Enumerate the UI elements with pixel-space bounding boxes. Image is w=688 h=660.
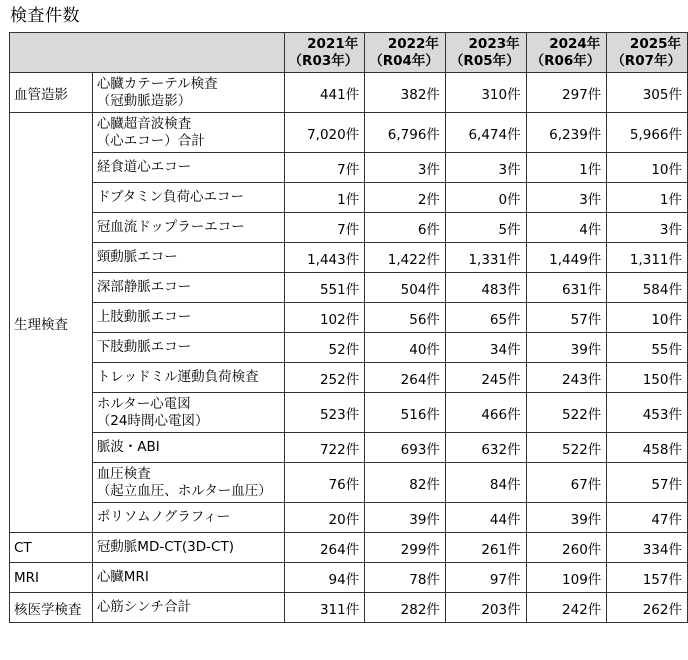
exam-name-cell: [92, 183, 284, 213]
count-cell: 10件: [607, 303, 688, 333]
count-cell: 243件: [526, 363, 607, 393]
table-row: [10, 393, 688, 433]
exam-name-cell: [92, 393, 284, 433]
table-row: [10, 303, 688, 333]
count-cell: 264件: [284, 533, 365, 563]
exam-name-line: 経食道心エコー: [96, 159, 192, 175]
count-cell: 7,020件: [284, 113, 365, 153]
count-cell: 3件: [365, 153, 446, 183]
count-cell: 504件: [365, 273, 446, 303]
exam-name-cell: [92, 563, 284, 593]
exam-name-line: 脈波・ABI: [96, 439, 160, 455]
exam-name-line: 血圧検査: [96, 465, 151, 482]
category-cell: MRI: [10, 563, 93, 593]
count-cell: 47件: [607, 503, 688, 533]
count-cell: 4件: [526, 213, 607, 243]
exam-name-cell: [92, 533, 284, 563]
count-cell: 150件: [607, 363, 688, 393]
exam-name-cell: [92, 273, 284, 303]
count-cell: 262件: [607, 593, 688, 623]
count-cell: 34件: [445, 333, 526, 363]
count-cell: 1件: [607, 183, 688, 213]
table-row: [10, 363, 688, 393]
count-cell: 261件: [445, 533, 526, 563]
exam-name-cell: [92, 303, 284, 333]
header-year-2022: 2022年 （R04年）: [365, 33, 446, 73]
table-row: [10, 183, 688, 213]
exam-name-line: 心臓カテーテル検査: [96, 75, 218, 92]
count-cell: 441件: [284, 73, 365, 113]
count-cell: 76件: [284, 463, 365, 503]
table-row: [10, 503, 688, 533]
count-cell: 516件: [365, 393, 446, 433]
count-cell: 252件: [284, 363, 365, 393]
count-cell: 3件: [526, 183, 607, 213]
exam-name-line: 冠動脈MD-CT(3D-CT): [96, 539, 234, 555]
count-cell: 0件: [445, 183, 526, 213]
count-cell: 305件: [607, 73, 688, 113]
exam-name-line: （心エコー）合計: [96, 132, 205, 149]
exam-name-line: （冠動脈造影）: [96, 92, 192, 109]
count-cell: 65件: [445, 303, 526, 333]
table-header-row: [10, 33, 688, 73]
exam-name-cell: [92, 73, 284, 113]
count-cell: 6件: [365, 213, 446, 243]
count-cell: 522件: [526, 393, 607, 433]
category-cell: 血管造影: [10, 73, 93, 113]
exam-name-line: ポリソムノグラフィー: [96, 509, 231, 525]
exam-name-line: （起立血圧、ホルター血圧）: [96, 482, 272, 499]
count-cell: 631件: [526, 273, 607, 303]
count-cell: 7件: [284, 153, 365, 183]
count-cell: 97件: [445, 563, 526, 593]
count-cell: 311件: [284, 593, 365, 623]
header-blank-cell: [10, 33, 285, 73]
count-cell: 522件: [526, 433, 607, 463]
count-cell: 3件: [445, 153, 526, 183]
count-cell: 6,796件: [365, 113, 446, 153]
exam-count-table: [9, 32, 688, 623]
header-year-2021: 2021年 （R03年）: [284, 33, 365, 73]
category-cell: 生理検査: [10, 113, 93, 533]
count-cell: 260件: [526, 533, 607, 563]
count-cell: 39件: [526, 333, 607, 363]
exam-name-cell: [92, 363, 284, 393]
count-cell: 551件: [284, 273, 365, 303]
category-cell: 核医学検査: [10, 593, 93, 623]
count-cell: 84件: [445, 463, 526, 503]
count-cell: 203件: [445, 593, 526, 623]
count-cell: 1件: [526, 153, 607, 183]
count-cell: 1,422件: [365, 243, 446, 273]
count-cell: 67件: [526, 463, 607, 503]
table-row: [10, 153, 688, 183]
exam-name-line: （24時間心電図）: [96, 412, 209, 429]
count-cell: 2件: [365, 183, 446, 213]
count-cell: 453件: [607, 393, 688, 433]
table-row: [10, 563, 688, 593]
table-body: [10, 73, 688, 623]
count-cell: 39件: [365, 503, 446, 533]
exam-name-line: ホルター心電図: [96, 395, 191, 412]
table-row: [10, 243, 688, 273]
count-cell: 52件: [284, 333, 365, 363]
exam-name-cell: [92, 113, 284, 153]
exam-name-cell: [92, 153, 284, 183]
table-row: [10, 593, 688, 623]
exam-name-line: 下肢動脈エコー: [96, 339, 192, 355]
table-row: [10, 213, 688, 243]
count-cell: 5件: [445, 213, 526, 243]
exam-name-line: ドブタミン負荷心エコー: [96, 189, 244, 205]
count-cell: 157件: [607, 563, 688, 593]
count-cell: 632件: [445, 433, 526, 463]
table-row: [10, 333, 688, 363]
count-cell: 722件: [284, 433, 365, 463]
count-cell: 39件: [526, 503, 607, 533]
count-cell: 1,331件: [445, 243, 526, 273]
count-cell: 20件: [284, 503, 365, 533]
exam-name-cell: [92, 433, 284, 463]
exam-name-cell: [92, 463, 284, 503]
count-cell: 109件: [526, 563, 607, 593]
count-cell: 523件: [284, 393, 365, 433]
table-row: [10, 273, 688, 303]
count-cell: 297件: [526, 73, 607, 113]
exam-name-line: 心臓超音波検査: [96, 115, 192, 132]
count-cell: 584件: [607, 273, 688, 303]
exam-name-cell: [92, 503, 284, 533]
header-year-2024: 2024年 （R06年）: [526, 33, 607, 73]
count-cell: 242件: [526, 593, 607, 623]
table-row: [10, 113, 688, 153]
count-cell: 102件: [284, 303, 365, 333]
exam-name-line: 心臓MRI: [96, 569, 149, 585]
count-cell: 55件: [607, 333, 688, 363]
count-cell: 245件: [445, 363, 526, 393]
count-cell: 1,449件: [526, 243, 607, 273]
exam-name-line: 冠血流ドップラーエコー: [96, 219, 245, 235]
count-cell: 94件: [284, 563, 365, 593]
count-cell: 3件: [607, 213, 688, 243]
count-cell: 1,311件: [607, 243, 688, 273]
count-cell: 334件: [607, 533, 688, 563]
exam-name-line: 深部静脈エコー: [96, 279, 192, 295]
count-cell: 6,239件: [526, 113, 607, 153]
count-cell: 57件: [526, 303, 607, 333]
count-cell: 282件: [365, 593, 446, 623]
category-cell: CT: [10, 533, 93, 563]
count-cell: 466件: [445, 393, 526, 433]
count-cell: 6,474件: [445, 113, 526, 153]
count-cell: 56件: [365, 303, 446, 333]
count-cell: 82件: [365, 463, 446, 503]
count-cell: 310件: [445, 73, 526, 113]
exam-name-cell: [92, 593, 284, 623]
count-cell: 483件: [445, 273, 526, 303]
count-cell: 78件: [365, 563, 446, 593]
page-title: 検査件数: [10, 6, 80, 26]
table-row: [10, 463, 688, 503]
exam-name-cell: [92, 333, 284, 363]
exam-name-cell: [92, 213, 284, 243]
count-cell: 44件: [445, 503, 526, 533]
count-cell: 40件: [365, 333, 446, 363]
exam-name-line: 頸動脈エコー: [96, 249, 178, 265]
count-cell: 458件: [607, 433, 688, 463]
header-year-2023: 2023年 （R05年）: [445, 33, 526, 73]
count-cell: 693件: [365, 433, 446, 463]
count-cell: 7件: [284, 213, 365, 243]
count-cell: 299件: [365, 533, 446, 563]
count-cell: 264件: [365, 363, 446, 393]
exam-name-line: 心筋シンチ合計: [96, 599, 191, 615]
header-year-2025: 2025年 （R07年）: [607, 33, 688, 73]
exam-name-cell: [92, 243, 284, 273]
exam-name-line: 上肢動脈エコー: [96, 309, 192, 325]
count-cell: 1,443件: [284, 243, 365, 273]
count-cell: 57件: [607, 463, 688, 503]
count-cell: 382件: [365, 73, 446, 113]
exam-name-line: トレッドミル運動負荷検査: [96, 369, 259, 385]
count-cell: 10件: [607, 153, 688, 183]
count-cell: 5,966件: [607, 113, 688, 153]
table-row: [10, 433, 688, 463]
table-row: [10, 73, 688, 113]
count-cell: 1件: [284, 183, 365, 213]
table-row: [10, 533, 688, 563]
